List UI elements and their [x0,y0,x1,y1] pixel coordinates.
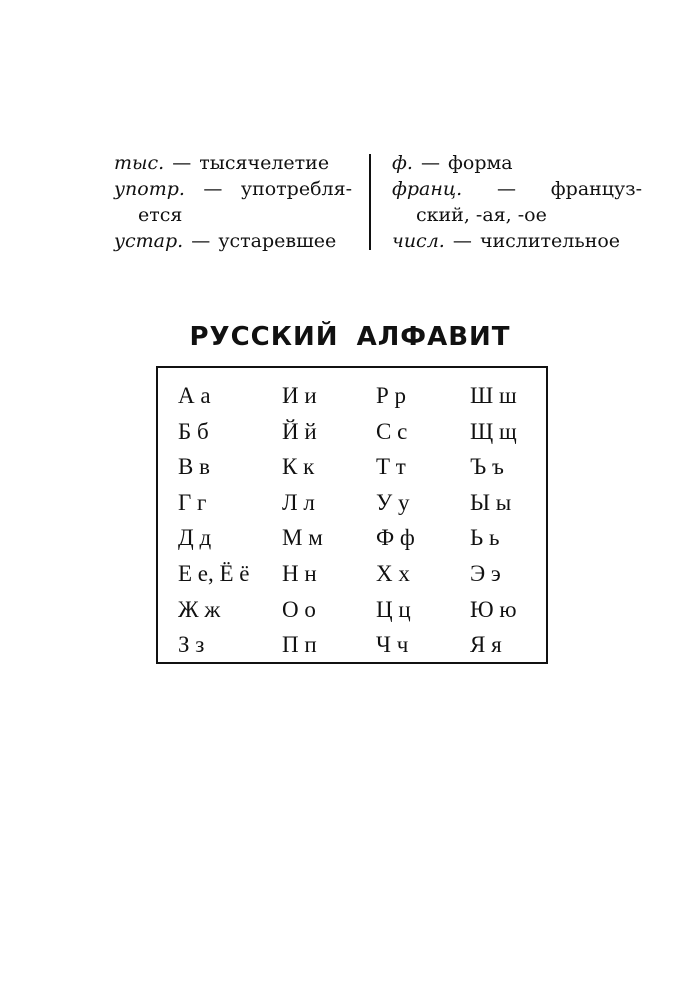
dash: — [172,152,192,174]
abbreviation-entry [114,176,352,202]
letter-cell: Х х [376,560,410,586]
letter-cell: Ц ц [376,596,411,622]
letter-cell: А а [178,383,211,408]
letter-cell: У у [376,489,410,515]
abbreviation-continuation: ский, -ая, -ое [416,204,547,226]
abbreviation-continuation: ется [138,204,183,226]
abbreviation: тыс. [114,152,165,174]
letter-cell: Й й [282,418,317,444]
letter-cell: О о [282,596,316,622]
letter-cell: Ы ы [470,489,512,515]
abbreviation-meaning: устаревшее [218,230,337,252]
letter-cell: В в [178,454,210,480]
letter-cell: С с [376,418,408,444]
letter-cell: Б б [178,418,209,444]
letter-cell: И и [282,383,317,408]
dash: — [191,230,211,252]
abbreviation-entry [392,228,642,254]
letter-cell: М м [282,525,323,551]
letter-cell: З з [178,632,205,658]
alphabet-grid [178,378,550,663]
abbreviations-section [0,0,700,270]
abbreviation-entry [114,228,352,254]
abbreviation: франц. [392,178,463,200]
letter-cell: Ф ф [376,525,415,551]
letter-cell: Р р [376,383,407,408]
letter-cell: Ш ш [470,383,517,408]
dash: — [203,178,223,200]
letter-cell: Ь ь [470,525,500,551]
abbreviation-meaning: француз- [550,178,642,200]
abbreviation-entry [114,150,352,176]
letter-cell: Ю ю [470,596,517,622]
letter-cell: Ж ж [178,596,221,622]
letter-cell: Т т [376,454,406,480]
alphabet-title: РУССКИЙ АЛФАВИТ [189,322,511,352]
abbreviation: ф. [392,152,413,174]
letter-cell: Я я [470,632,502,658]
abbreviation-meaning: тысячелетие [199,152,330,174]
abbreviation-entry [392,150,642,176]
letter-cell: Н н [282,560,317,586]
letter-cell: Г г [178,489,207,515]
abbreviation-meaning: употребля- [240,178,353,200]
abbreviation: числ. [392,230,445,252]
abbreviation: устар. [114,230,184,252]
abbreviation-meaning: форма [448,152,513,174]
letter-cell: Щ щ [470,418,517,444]
abbreviation-entry [392,176,642,202]
alphabet-table [156,366,548,664]
dash: — [496,178,516,200]
abbreviation-meaning: числительное [479,230,621,252]
column-divider [369,154,371,250]
abbreviations-left-column [114,150,352,254]
abbreviation: употр. [114,178,185,200]
letter-cell: К к [282,454,315,480]
letter-cell: Д д [178,525,212,551]
letter-cell: Е е, Ё ё [178,560,250,586]
abbreviations-right-column [392,150,642,254]
dash: — [420,152,440,174]
dash: — [452,230,472,252]
letter-cell: Э э [470,560,501,586]
letter-cell: Ъ ъ [470,454,504,480]
letter-cell: П п [282,632,317,658]
letter-cell: Ч ч [376,632,409,658]
letter-cell: Л л [282,489,315,515]
